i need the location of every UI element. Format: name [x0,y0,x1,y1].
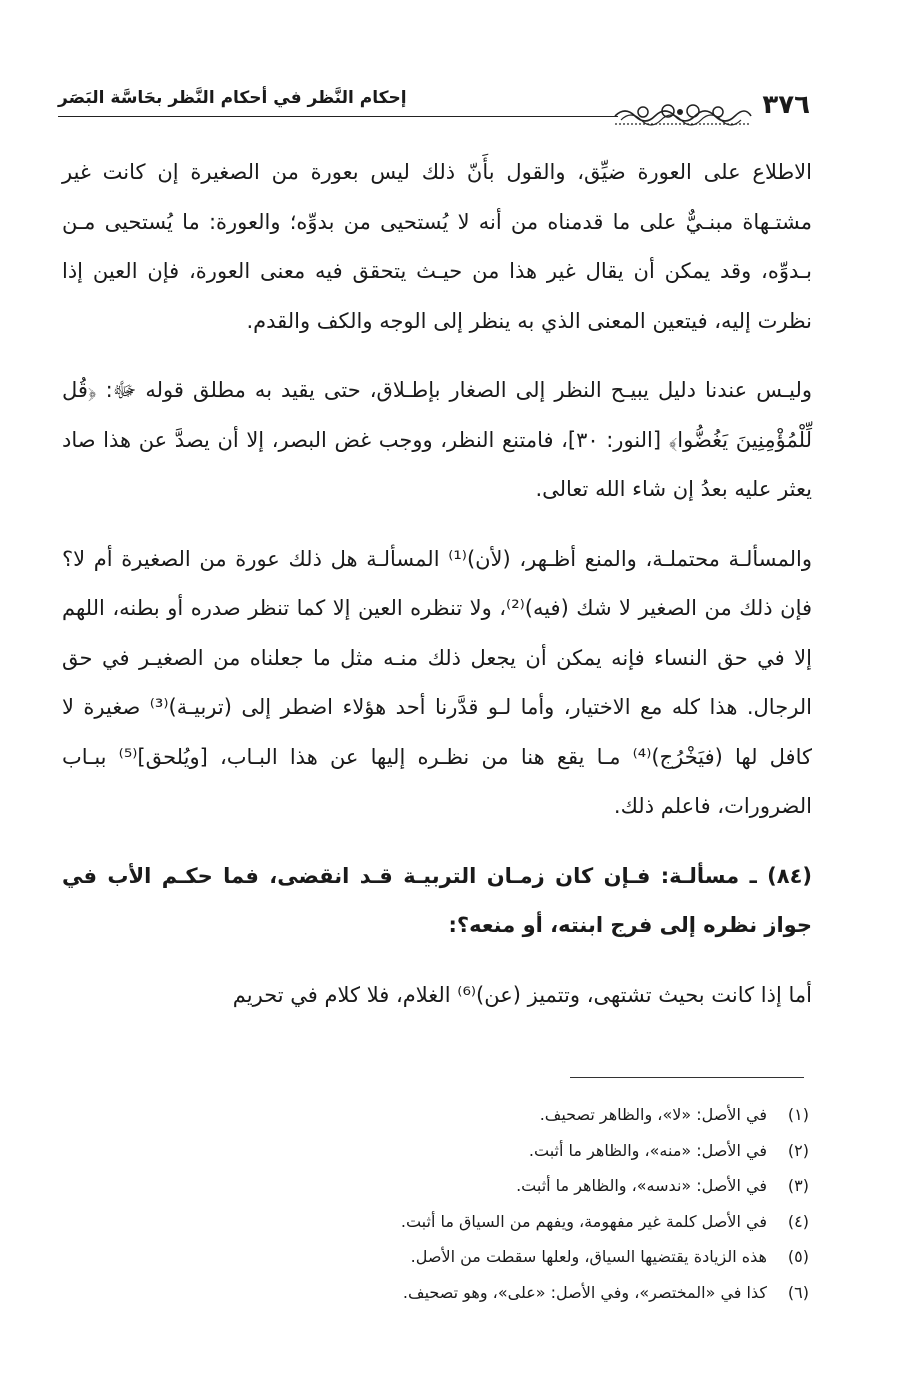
footnote-text: كذا في «المختصر»، وفي الأصل: «على»، وهو تصحيف. [402,1282,767,1302]
footnotes-list [109,1097,809,1310]
footnote-number: (٣) [787,1176,809,1195]
page-header [58,86,810,126]
page-number: ٣٧٦ [762,90,810,120]
running-title: إحكام النَّظر في أحكام النَّظر بحَاسَّة البَصَر [58,88,407,108]
footnote [109,1204,809,1240]
footnote [109,1239,809,1275]
footnote-text: في الأصل: «لا»، والظاهر تصحيف. [539,1105,767,1124]
issue-heading: (٨٤) ـ مسألـة: فـإن كان زمـان التربيـة قـد انقضى، فما حكـم الأب في جواز نظره إلى فرج ابنته، أو منعه؟: [62,863,812,937]
footnote-text: هذه الزيادة يقتضيها السياق، ولعلها سقطت من الأصل. [410,1247,767,1266]
footnote-divider [570,1077,804,1078]
footnote-number: (٢) [787,1140,809,1160]
header-rule [58,116,618,117]
footnote [109,1168,809,1204]
main-text [62,148,812,1020]
footnote-text: في الأصل: «ندسه»، والظاهر ما أثبت. [516,1176,767,1195]
footnote-text: في الأصل: «منه»، والظاهر ما أثبت. [528,1140,767,1160]
footnote-text: في الأصل كلمة غير مفهومة، ويفهم من السياق ما أثبت. [400,1211,767,1231]
footnote [109,1275,809,1311]
paragraph: أما إذا كانت بحيث تشتهى، وتتميز (عن)⁽⁶⁾ الغلام، فلا كلام في تحريم [232,982,812,1007]
footnote-number: (١) [787,1105,809,1124]
footnote [109,1133,809,1169]
footnote [109,1097,809,1133]
header-ornament-icon [613,100,753,126]
footnote-number: (٥) [787,1247,809,1266]
paragraph: والمسألـة محتملـة، والمنع أظـهر، (لأن)⁽¹⁾ المسألـة هل ذلك عورة من الصغيرة أم لا؟ فإن ذلك من الصغير لا شك (فيه)⁽²⁾، ولا تنظره العين إلا كما تنظر صدره أو بطنه، اللهم إلا في حق النساء فإنه يمكن أن يجعل ذلك منـه مثل ما جعلناه من الصغيـر في حق الرجال. هذا كله مع الاختيار، وأما لـو قدَّرنا أحد هؤلاء اضطر إلى (تربيـة)⁽³⁾ صغيرة لا كافل لها (فيَخْرُج)⁽⁴⁾ مـا يقع هنا من نظـره إليها عن هذا البـاب، [ويُلحق]⁽⁵⁾ ببـاب الضرورات، فاعلم ذلك. [62,546,813,818]
paragraph: وليـس عندنا دليل يبيـح النظر إلى الصغار بإطـلاق، حتى يقيد به مطلق قوله ﷻ: ﴿قُل لِّلْمُؤْمِنِينَ يَغُضُّوا﴾ [النور: ٣٠]، فامتنع النظر، ووجب غض البصر، إلا أن يصدَّ عن هذا صاد يعثر عليه بعدُ إن شاء الله تعالى. [62,378,812,501]
paragraph: الاطلاع على العورة ضيِّق، والقول بأَنّ ذلك ليس بعورة من الصغيرة إن كانت غير مشتـهاة مبنـيٌّ على ما قدمناه من أنه لا يُستحيى من بدوِّه؛ والعورة: ما يُستحيى مـن بـدوِّه، وقد يمكن أن يقال غير هذا من حيـث يتحقق فيه معنى العورة، فإن العين إذا نظرت إليه، فيتعين المعنى الذي به ينظر إلى الوجه والكف والقدم. [62,160,812,333]
footnote-number: (٦) [787,1282,809,1302]
footnote-number: (٤) [787,1211,809,1231]
